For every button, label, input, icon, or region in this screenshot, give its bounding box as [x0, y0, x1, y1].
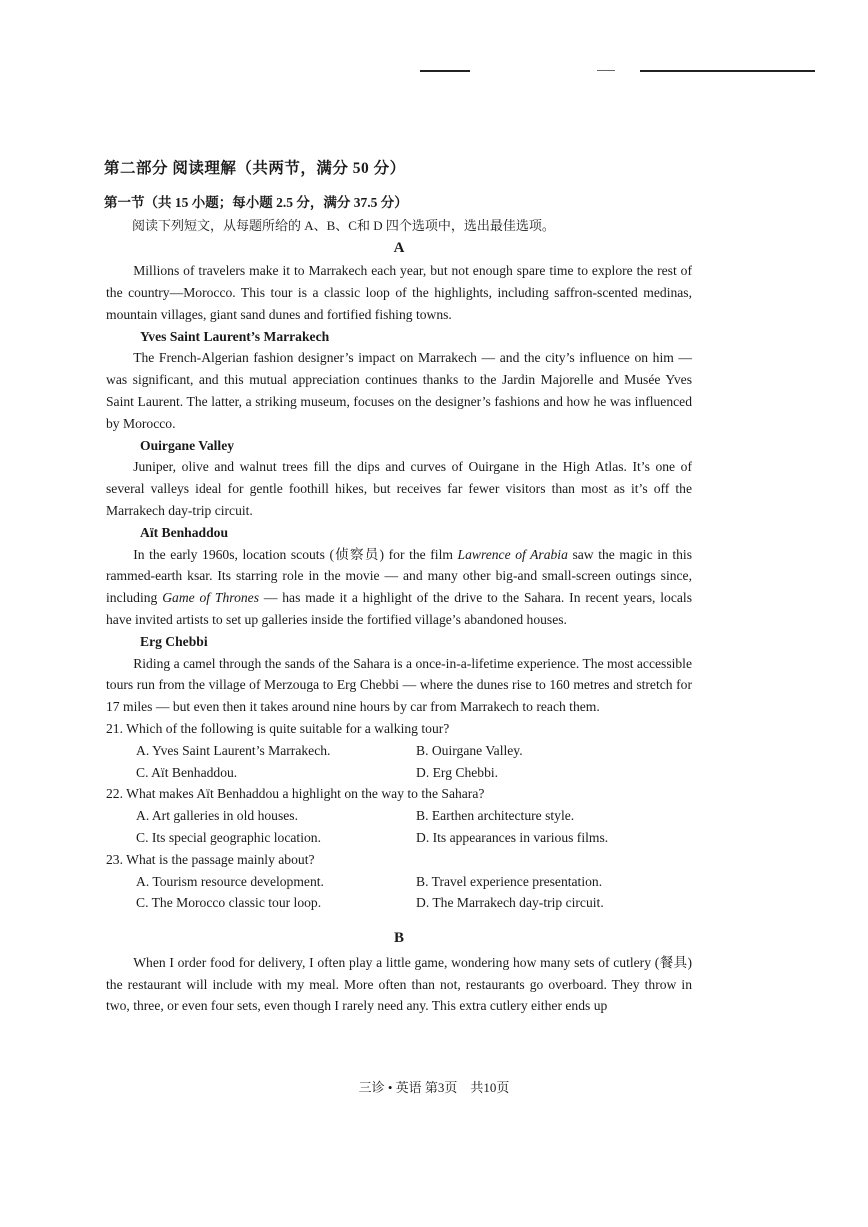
question-23: [106, 849, 692, 914]
subheading-ysl: Yves Saint Laurent’s Marrakech: [140, 328, 330, 344]
page-footer: 三诊 • 英语 第3页 共10页: [358, 1080, 510, 1095]
paragraph-erg-chebbi: Riding a camel through the sands of the Sahara is a once-in-a-lifetime experience. The most accessible tours run from the village of Merzouga to Erg Chebbi — where the dunes rise to 160 metres and stretch for 17 miles — but even then it takes around nine hours by car from Marrakech to reach them.: [106, 655, 692, 715]
option-b: B. Earthen architecture style.: [416, 808, 575, 824]
film-title: Lawrence of Arabia: [457, 546, 568, 562]
option-c: C. Aït Benhaddou.: [136, 764, 238, 780]
option-d: D. The Marrakech day-trip circuit.: [416, 895, 604, 911]
paragraph-ait-benhaddou: [106, 544, 692, 631]
passage-b-label: B: [393, 930, 404, 947]
option-c: C. Its special geographic location.: [136, 829, 321, 845]
passage-a-intro: Millions of travelers make it to Marrakech each year, but not enough spare time to explore the rest of the country—Morocco. This tour is a classic loop of the highlights, including saffron-scented medinas, mountain villages, giant sand dunes and fortified fishing towns.: [106, 263, 692, 322]
question-stem: 22. What makes Aït Benhaddou a highlight on the way to the Sahara?: [106, 786, 485, 802]
subheading-ait-benhaddou: Aït Benhaddou: [140, 524, 229, 540]
paragraph-ouirgane: Juniper, olive and walnut trees fill the dips and curves of Ouirgane in the High Atlas. It’s one of several valleys ideal for gentle foothill hikes, but receives far fewer visitors than most as it’s off the Marrakech day-trip circuit.: [106, 459, 692, 518]
subheading-erg-chebbi: Erg Chebbi: [140, 633, 208, 649]
option-a: A. Yves Saint Laurent’s Marrakech.: [136, 742, 331, 758]
option-d: D. Its appearances in various films.: [416, 829, 609, 845]
question-22: [106, 783, 692, 848]
section-title: 第一节（共 15 小题；每小题 2.5 分，满分 37.5 分）: [104, 194, 408, 210]
question-21: [106, 718, 692, 783]
options: [136, 740, 692, 784]
content: [106, 158, 692, 1017]
option-b: B. Travel experience presentation.: [416, 873, 603, 889]
paragraph-ysl: The French-Algerian fashion designer’s impact on Marrakech — and the city’s influence on him — was significant, and this mutual appreciation continues thanks to the Jardin Majorelle and Musée Yves Saint Laurent. The latter, a striking museum, focuses on the designer’s fashions and how he was influenced by Morocco.: [106, 350, 692, 431]
instructions: 阅读下列短文，从每题所给的 A、B、C和 D 四个选项中，选出最佳选项。: [132, 217, 555, 233]
question-stem: 21. Which of the following is quite suitable for a walking tour?: [106, 720, 450, 736]
option-b: B. Ouirgane Valley.: [416, 742, 523, 758]
option-d: D. Erg Chebbi.: [416, 764, 499, 780]
option-c: C. The Morocco classic tour loop.: [136, 895, 322, 911]
film-title: Game of Thrones: [162, 590, 259, 606]
passage-a-label: A: [393, 240, 405, 257]
option-a: A. Art galleries in old houses.: [136, 808, 298, 824]
header-rule: [640, 70, 815, 72]
header-rule: [597, 70, 615, 71]
text-run: In the early 1960s, location scouts (侦察员) for the film: [133, 546, 458, 562]
passage-b-intro: When I order food for delivery, I often play a little game, wondering how many sets of cutlery (餐具) the restaurant will include with my meal. More often than not, restaurants go overboard. They throw in two, three, or even four sets, even though I rarely need any. This extra cutlery either ends up: [106, 954, 692, 1014]
part-title: 第二部分 阅读理解（共两节，满分 50 分）: [104, 160, 406, 177]
text-run: saw the magic in this rammed-earth ksar. Its starring role in the movie — and many other big-and small-screen outings since, including: [106, 546, 693, 606]
option-a: A. Tourism resource development.: [136, 873, 324, 889]
question-stem: 23. What is the passage mainly about?: [106, 851, 315, 867]
options: [136, 871, 692, 915]
subheading-ouirgane: Ouirgane Valley: [140, 437, 235, 453]
text-run: — has made it a highlight of the drive to the Sahara. In recent years, locals have invited artists to set up galleries inside the fortified village’s abandoned houses.: [106, 590, 692, 627]
header-rule: [420, 70, 470, 72]
options: [136, 805, 692, 849]
